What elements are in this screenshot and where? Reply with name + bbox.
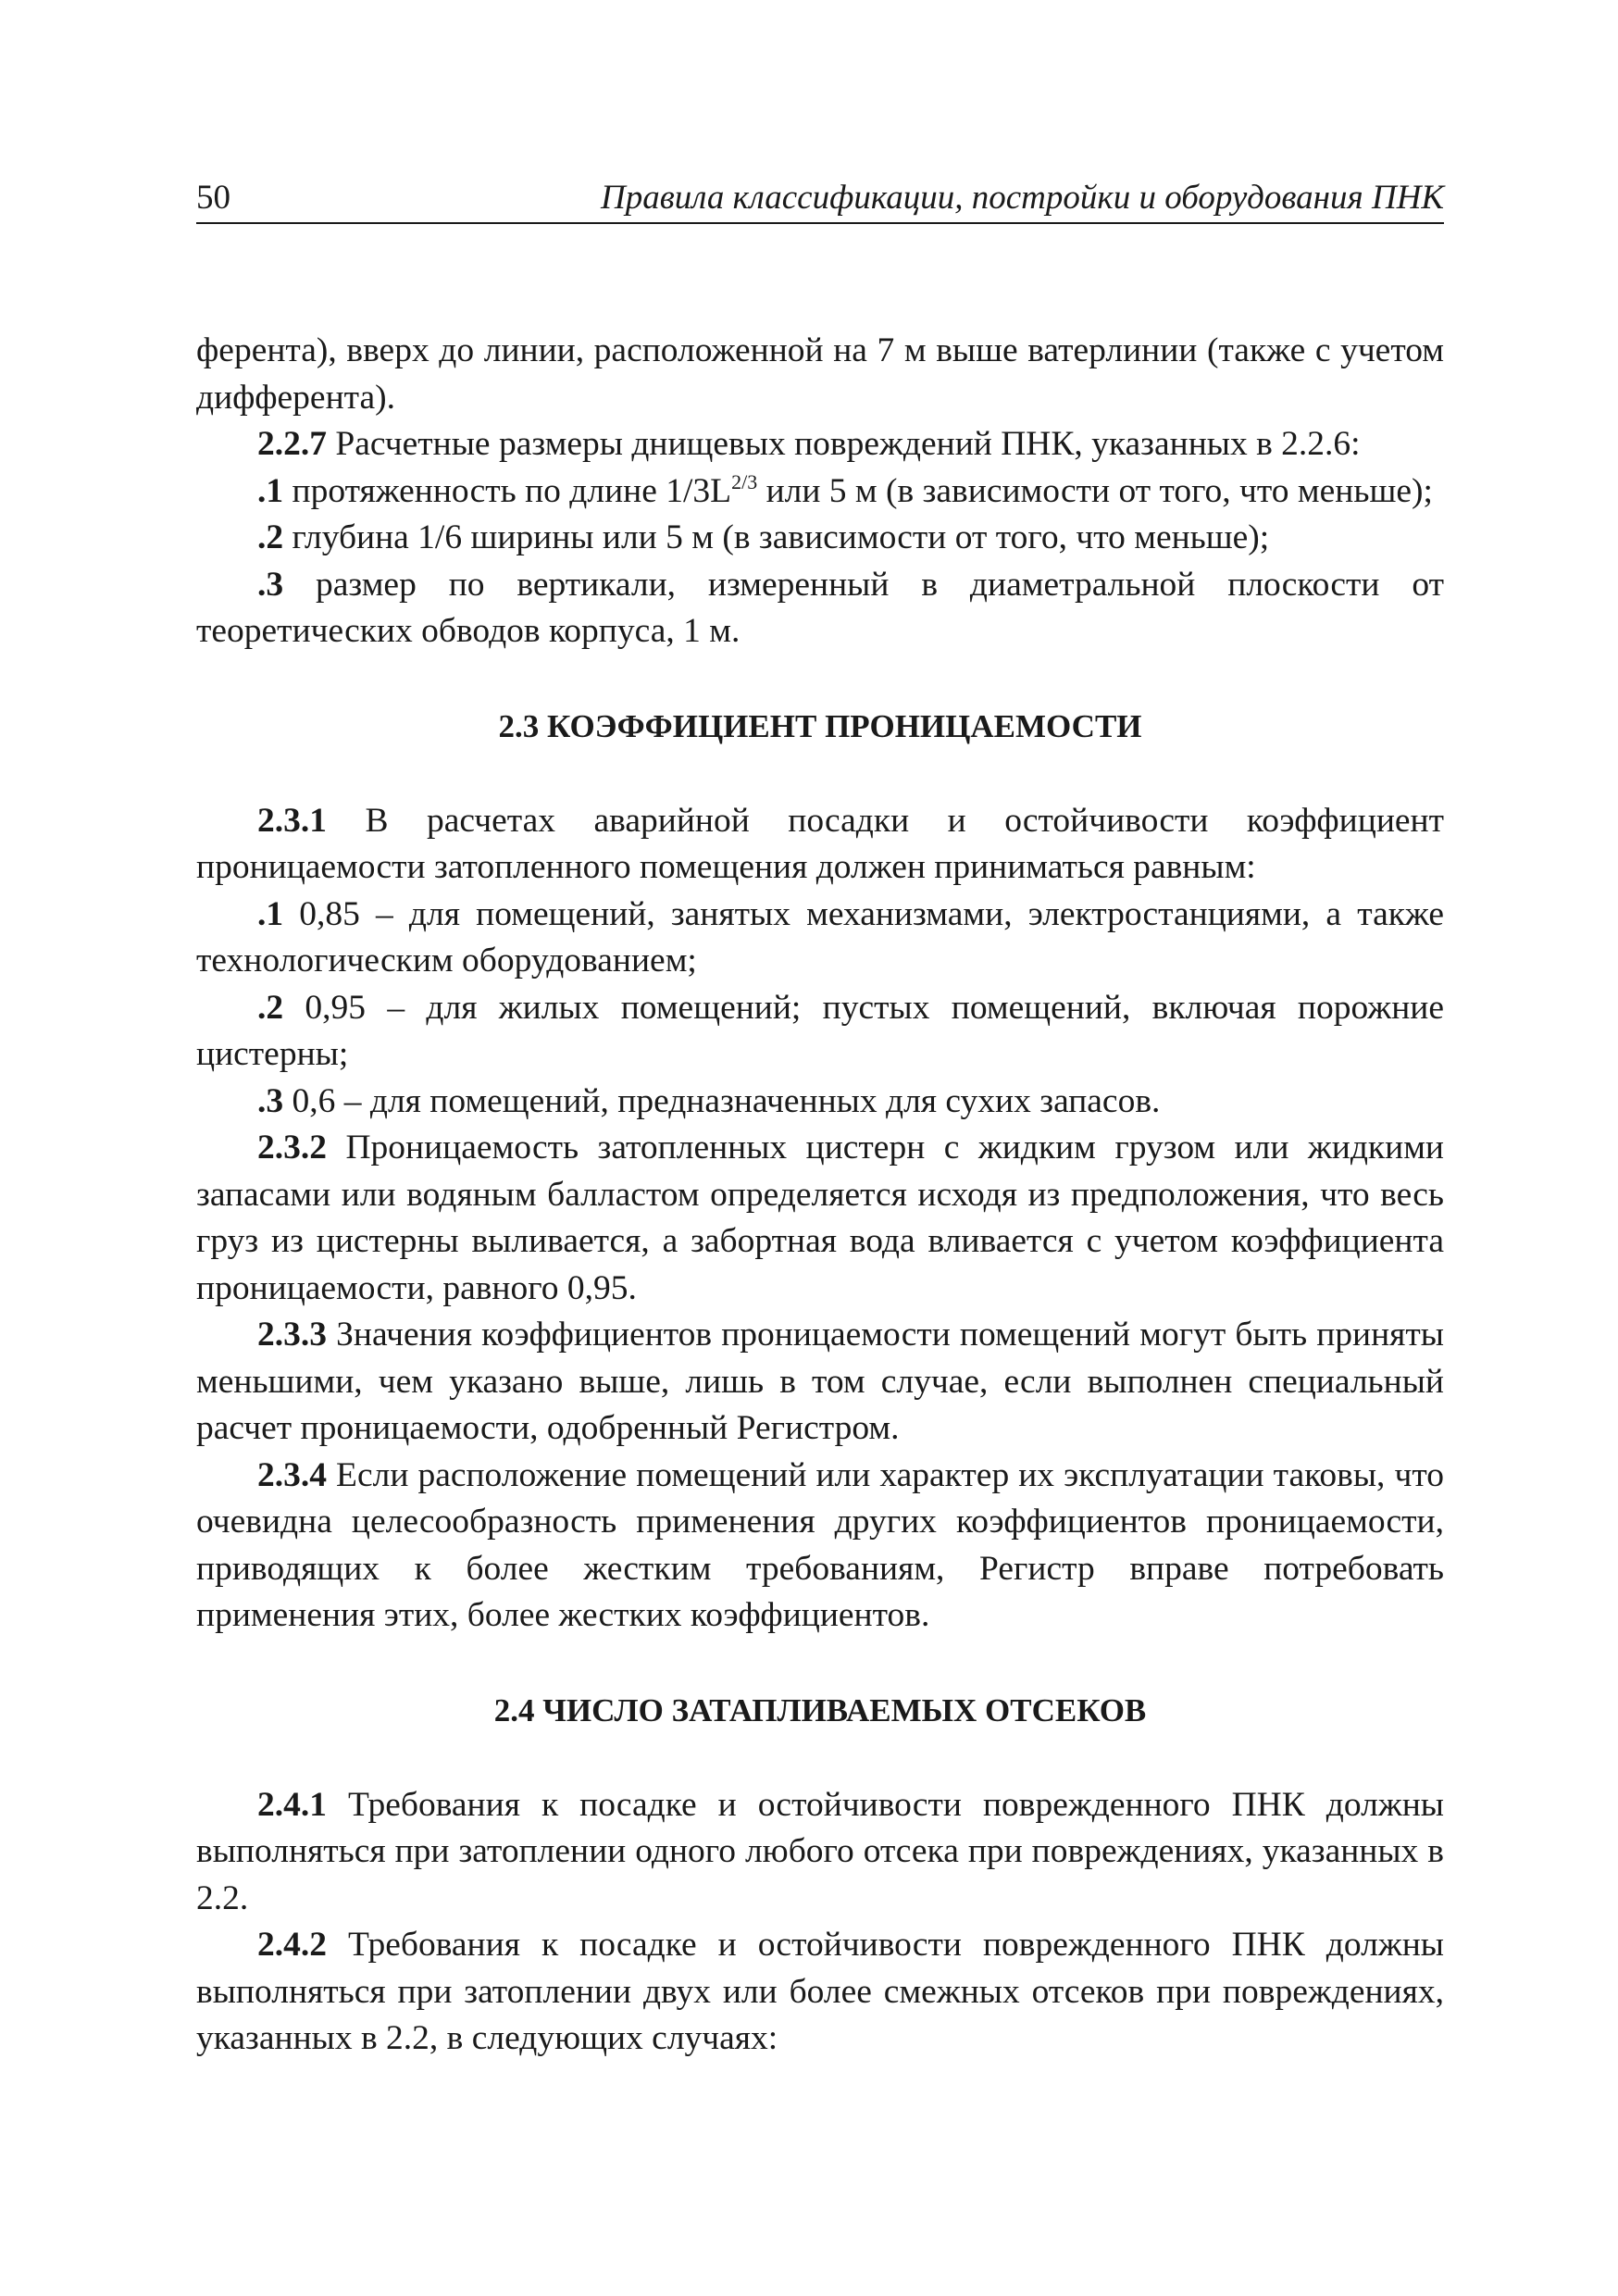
paragraph-text: Проницаемость затопленных цистерн с жидким грузом или жидкими запасами или водяным балластом определяется исходя из предположения, что весь груз из цистерны выливается, а забортная вода вливается с учетом коэффициента проницаемости, равного 0,95. — [196, 1129, 1444, 1307]
section-heading-2-4: 2.4 ЧИСЛО ЗАТАПЛИВАЕМЫХ ОТСЕКОВ — [493, 1691, 1147, 1728]
paragraph-text: Требования к посадке и остойчивости поврежденного ПНК должны выполняться при затоплении одного любого отсека при повреждениях, указанных в 2.2. — [196, 1785, 1444, 1917]
list-item-2-2-7-1 — [196, 468, 1444, 516]
clause-number: 2.3.4 — [257, 1455, 327, 1494]
page-number: 50 — [196, 179, 230, 217]
list-item-2-3-1-3 — [196, 1079, 1444, 1126]
formula — [666, 469, 758, 510]
paragraph-text: Расчетные размеры днищевых повреждений ПНК, указанных в 2.2.6: — [327, 425, 1361, 463]
clause-number: 2.4.2 — [257, 1926, 327, 1964]
paragraph-2-2-7 — [196, 421, 1444, 468]
list-number: .3 — [257, 1081, 284, 1120]
list-item-2-2-7-2 — [196, 515, 1444, 562]
paragraph-text: или 5 м (в зависимости от того, что меньше); — [757, 471, 1433, 510]
paragraph-text: протяженность по длине — [283, 471, 666, 510]
paragraph-text: глубина 1/6 ширины или 5 м (в зависимости от того, что меньше); — [283, 518, 1270, 556]
paragraph-2-3-2 — [196, 1125, 1444, 1312]
list-item-2-2-7-3 — [196, 562, 1444, 655]
paragraph-2-3-3 — [196, 1312, 1444, 1453]
paragraph-text: В расчетах аварийной посадки и остойчивости коэффициент проницаемости затопленного помещения должен приниматься равным: — [196, 801, 1444, 886]
paragraph-text: 0,6 – для помещений, предназначенных для сухих запасов. — [283, 1081, 1161, 1120]
running-title: Правила классификации, постройки и оборудования ПНК — [601, 179, 1444, 217]
paragraph-text: Если расположение помещений или характер их эксплуатации таковы, что очевидна целесообразность применения других коэффициентов проницаемости, приводящих к более жестким требованиям, Регистр вправе потребовать применения этих, более жестких коэффициентов. — [196, 1455, 1444, 1634]
formula-exponent: 2/3 — [731, 469, 758, 493]
list-number: .2 — [257, 518, 284, 556]
paragraph-text: 0,85 – для помещений, занятых механизмами, электростанциями, а также технологическим оборудованием; — [196, 894, 1444, 980]
paragraph-text: 0,95 – для жилых помещений; пустых помещений, включая порожние цистерны; — [196, 988, 1444, 1073]
paragraph-2-3-4 — [196, 1453, 1444, 1640]
document-page — [196, 0, 1444, 2296]
list-number: .1 — [257, 894, 284, 933]
body-text — [196, 328, 1444, 2063]
clause-number: 2.3.3 — [257, 1316, 327, 1354]
paragraph-text: размер по вертикали, измеренный в диаметральной плоскости от теоретических обводов корпуса, 1 м. — [196, 565, 1444, 650]
clause-number: 2.3.1 — [257, 801, 327, 840]
paragraph-2-4-2 — [196, 1922, 1444, 2063]
clause-number: 2.4.1 — [257, 1785, 327, 1824]
formula-base: 1/3L — [666, 471, 732, 510]
section-heading-2-3: 2.3 КОЭФФИЦИЕНТ ПРОНИЦАЕМОСТИ — [498, 707, 1142, 744]
paragraph-continuation: ферента), вверх до линии, расположенной на 7 м выше ватерлинии (также с учетом дифферента). — [196, 331, 1444, 417]
list-number: .3 — [257, 565, 284, 604]
clause-number: 2.2.7 — [257, 425, 327, 463]
list-item-2-3-1-1 — [196, 892, 1444, 985]
running-header — [196, 174, 1444, 224]
list-number: .2 — [257, 988, 284, 1027]
clause-number: 2.3.2 — [257, 1129, 327, 1167]
paragraph-2-3-1 — [196, 798, 1444, 892]
paragraph-text: Значения коэффициентов проницаемости помещений могут быть приняты меньшими, чем указано выше, лишь в том случае, если выполнен специальный расчет проницаемости, одобренный Регистром. — [196, 1316, 1444, 1447]
paragraph-text: Требования к посадке и остойчивости поврежденного ПНК должны выполняться при затоплении двух или более смежных отсеков при повреждениях, указанных в 2.2, в следующих случаях: — [196, 1926, 1444, 2057]
list-number: .1 — [257, 471, 284, 510]
paragraph-2-4-1 — [196, 1782, 1444, 1923]
list-item-2-3-1-2 — [196, 985, 1444, 1079]
